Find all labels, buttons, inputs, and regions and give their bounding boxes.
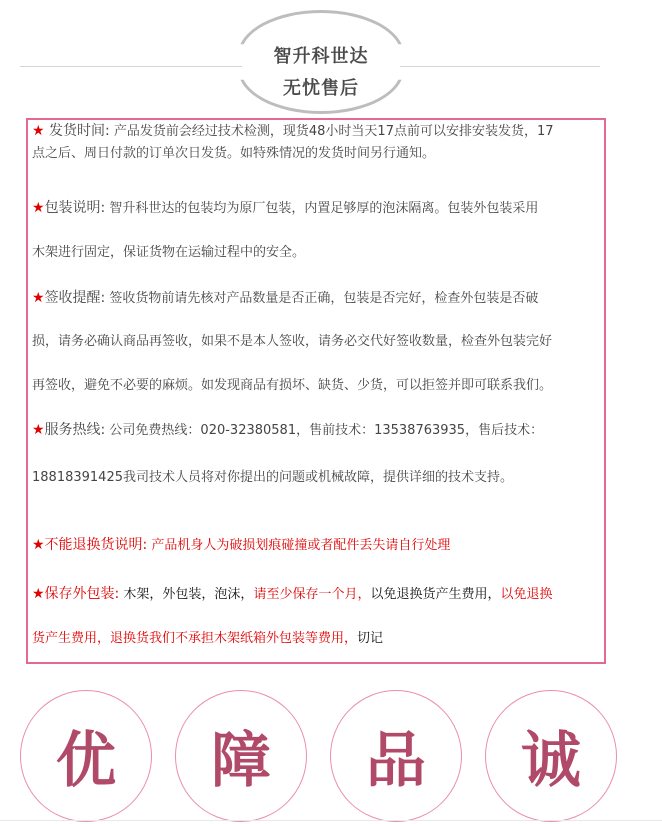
header-title-line1: 智升科世达 xyxy=(273,46,369,67)
noreturn-text: 产品机身人为破损划痕碰撞或者配件丢失请自行处理 xyxy=(151,538,451,553)
hotline-line-2: 18818391425我司技术人员将对你提出的问题或机械故障，提供详细的技术支持。 xyxy=(32,470,513,485)
signing-label xyxy=(32,290,105,306)
badge-char: 诚 xyxy=(521,726,581,796)
shipping-line-1 xyxy=(32,120,604,140)
badge-char: 品 xyxy=(366,726,426,796)
keep-pack-t5: 货产生费用，退换货我们不承担木架纸箱外包装等费用， xyxy=(32,631,358,646)
hotline-line-1 xyxy=(32,419,604,439)
shipping-line-2: 点之后、周日付款的订单次日发货。如特殊情况的发货时间另行通知。 xyxy=(32,146,436,161)
badge-circle-cheng xyxy=(485,690,617,822)
header-line-right xyxy=(400,66,600,67)
signing-line-1 xyxy=(32,287,604,307)
badge-char: 优 xyxy=(56,726,116,796)
signing-line-2: 损，请务必确认商品再签收，如果不是本人签收，请务必交代好签收数量，检查外包装完好 xyxy=(32,334,553,349)
keep-pack-label: ★保存外包装: xyxy=(32,586,120,602)
noreturn-line xyxy=(32,534,604,554)
badge-circle-you xyxy=(20,690,152,822)
star-icon: ★ xyxy=(32,200,45,216)
packing-text-1: 智升科世达的包装均为原厂包装，内置足够厚的泡沫隔离。包装外包装采用 xyxy=(109,201,539,216)
packing-line-2: 木架进行固定，保证货物在运输过程中的安全。 xyxy=(32,245,306,260)
keep-pack-t6: 切记 xyxy=(357,631,384,646)
keep-pack-t4: 以免退换 xyxy=(500,587,553,602)
shipping-label-text: 发货时间: xyxy=(44,123,110,139)
badge-circle-pin xyxy=(330,690,462,822)
hotline-label-text: 服务热线: xyxy=(44,422,106,438)
badge-circle-zhang xyxy=(175,690,307,822)
keep-pack-line-2 xyxy=(32,627,604,646)
keep-pack-t2: 请至少保存一个月， xyxy=(253,587,371,602)
noreturn-label: ★不能退换货说明: xyxy=(32,537,148,553)
header-title-line2: 无忧售后 xyxy=(283,78,359,99)
signing-text-1: 签收货物前请先核对产品数量是否正确，包装是否完好，检查外包装是否破 xyxy=(109,291,539,306)
hotline-label xyxy=(32,422,105,438)
shipping-text-1: 产品发货前会经过技术检测，现货48小时当天17点前可以安排安装发货，17 xyxy=(113,124,554,139)
packing-label xyxy=(32,200,105,216)
keep-pack-t1: 木架，外包装，泡沫， xyxy=(123,587,254,602)
header-line-left xyxy=(20,66,242,67)
star-icon: ★ xyxy=(32,290,45,306)
signing-label-text: 签收提醒: xyxy=(44,290,106,306)
hotline-text-1: 公司免费热线：020-32380581，售前技术：13538763935，售后技术： xyxy=(109,423,544,438)
bottom-divider xyxy=(0,820,662,821)
keep-pack-line-1 xyxy=(32,583,604,603)
signing-line-3: 再签收，避免不必要的麻烦。如发现商品有损坏、缺货、少货，可以拒签并即可联系我们。 xyxy=(32,378,553,393)
star-icon: ★ xyxy=(32,123,45,139)
badge-char: 障 xyxy=(211,726,271,796)
keep-pack-t3: 以免退换货产生费用， xyxy=(370,587,501,602)
star-icon: ★ xyxy=(32,422,45,438)
packing-label-text: 包装说明: xyxy=(44,200,106,216)
packing-line-1 xyxy=(32,197,604,217)
shipping-label xyxy=(32,123,110,139)
